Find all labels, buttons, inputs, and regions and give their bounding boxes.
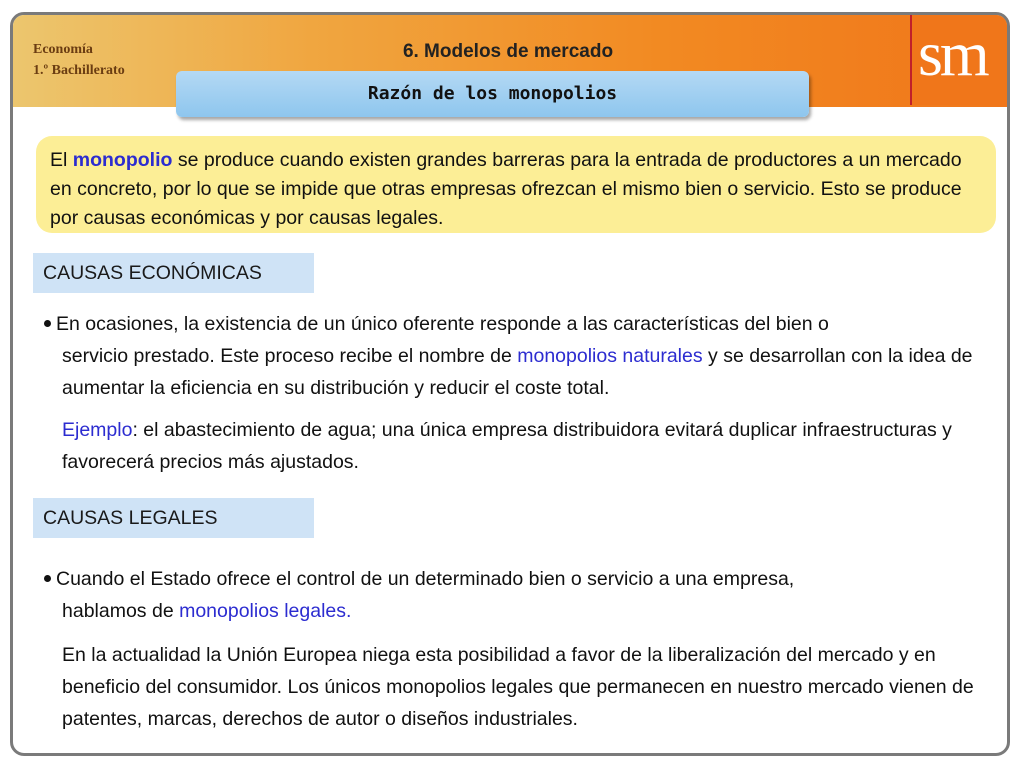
definition-after: se produce cuando existen grandes barreras para la entrada de productores a un mercado en concreto, por lo que se impide que otras empresas ofrezcan el mismo bien o servicio. Esto se produce por causas económicas y por causas legales. bbox=[50, 149, 962, 229]
economic-example bbox=[62, 414, 962, 478]
legal-bullet-before: hablamos de bbox=[62, 600, 180, 622]
legal-note: En la actualidad la Unión Europea niega esta posibilidad a favor de la liberalización del mercado y en beneficio del consumidor. Los únicos monopolios legales que permanecen en nuestro mercado vienen de patentes, marcas, derechos de autor o diseños industriales. bbox=[62, 644, 974, 730]
slide-frame bbox=[10, 12, 1010, 756]
economic-causes-heading: CAUSAS ECONÓMICAS bbox=[33, 253, 314, 293]
course-level: 1.º Bachillerato bbox=[33, 63, 125, 78]
definition-text bbox=[50, 146, 984, 233]
subtitle-bar bbox=[176, 71, 809, 117]
definition-term: monopolio bbox=[72, 149, 173, 171]
economic-bullet-first-line: En ocasiones, la existencia de un único oferente responde a las características del bien o bbox=[56, 313, 829, 335]
economic-bullet-after: y se desarrollan con la idea de aumentar la eficiencia en su distribución y reducir el coste total. bbox=[62, 345, 973, 399]
example-label: Ejemplo bbox=[62, 419, 133, 441]
subject-name: Economía bbox=[33, 42, 93, 57]
sm-logo bbox=[910, 15, 1010, 105]
legal-monopolies-term: monopolios legales. bbox=[179, 600, 352, 622]
economic-bullet bbox=[43, 308, 1003, 404]
legal-bullet-first-line: Cuando el Estado ofrece el control de un determinado bien o servicio a una empresa, bbox=[56, 568, 795, 590]
legal-causes-heading: CAUSAS LEGALES bbox=[33, 498, 314, 538]
natural-monopolies-term: monopolios naturales bbox=[517, 345, 703, 367]
definition-box bbox=[36, 136, 996, 233]
example-text: : el abastecimiento de agua; una única empresa distribuidora evitará duplicar infraestructuras y favorecerá precios más ajustados. bbox=[62, 419, 952, 473]
subject-label bbox=[33, 39, 183, 81]
definition-before: El bbox=[50, 149, 73, 171]
bullet-icon bbox=[44, 320, 51, 327]
bullet-icon bbox=[44, 575, 51, 582]
legal-bullet bbox=[43, 563, 1003, 627]
logo-text: sm bbox=[918, 18, 987, 89]
legal-bullet-continuation bbox=[43, 595, 1003, 627]
economic-bullet-continuation bbox=[43, 340, 1003, 404]
economic-bullet-before: servicio prestado. Este proceso recibe el nombre de bbox=[62, 345, 518, 367]
slide-subtitle: Razón de los monopolios bbox=[367, 83, 618, 104]
section-title: 6. Modelos de mercado bbox=[402, 41, 614, 62]
